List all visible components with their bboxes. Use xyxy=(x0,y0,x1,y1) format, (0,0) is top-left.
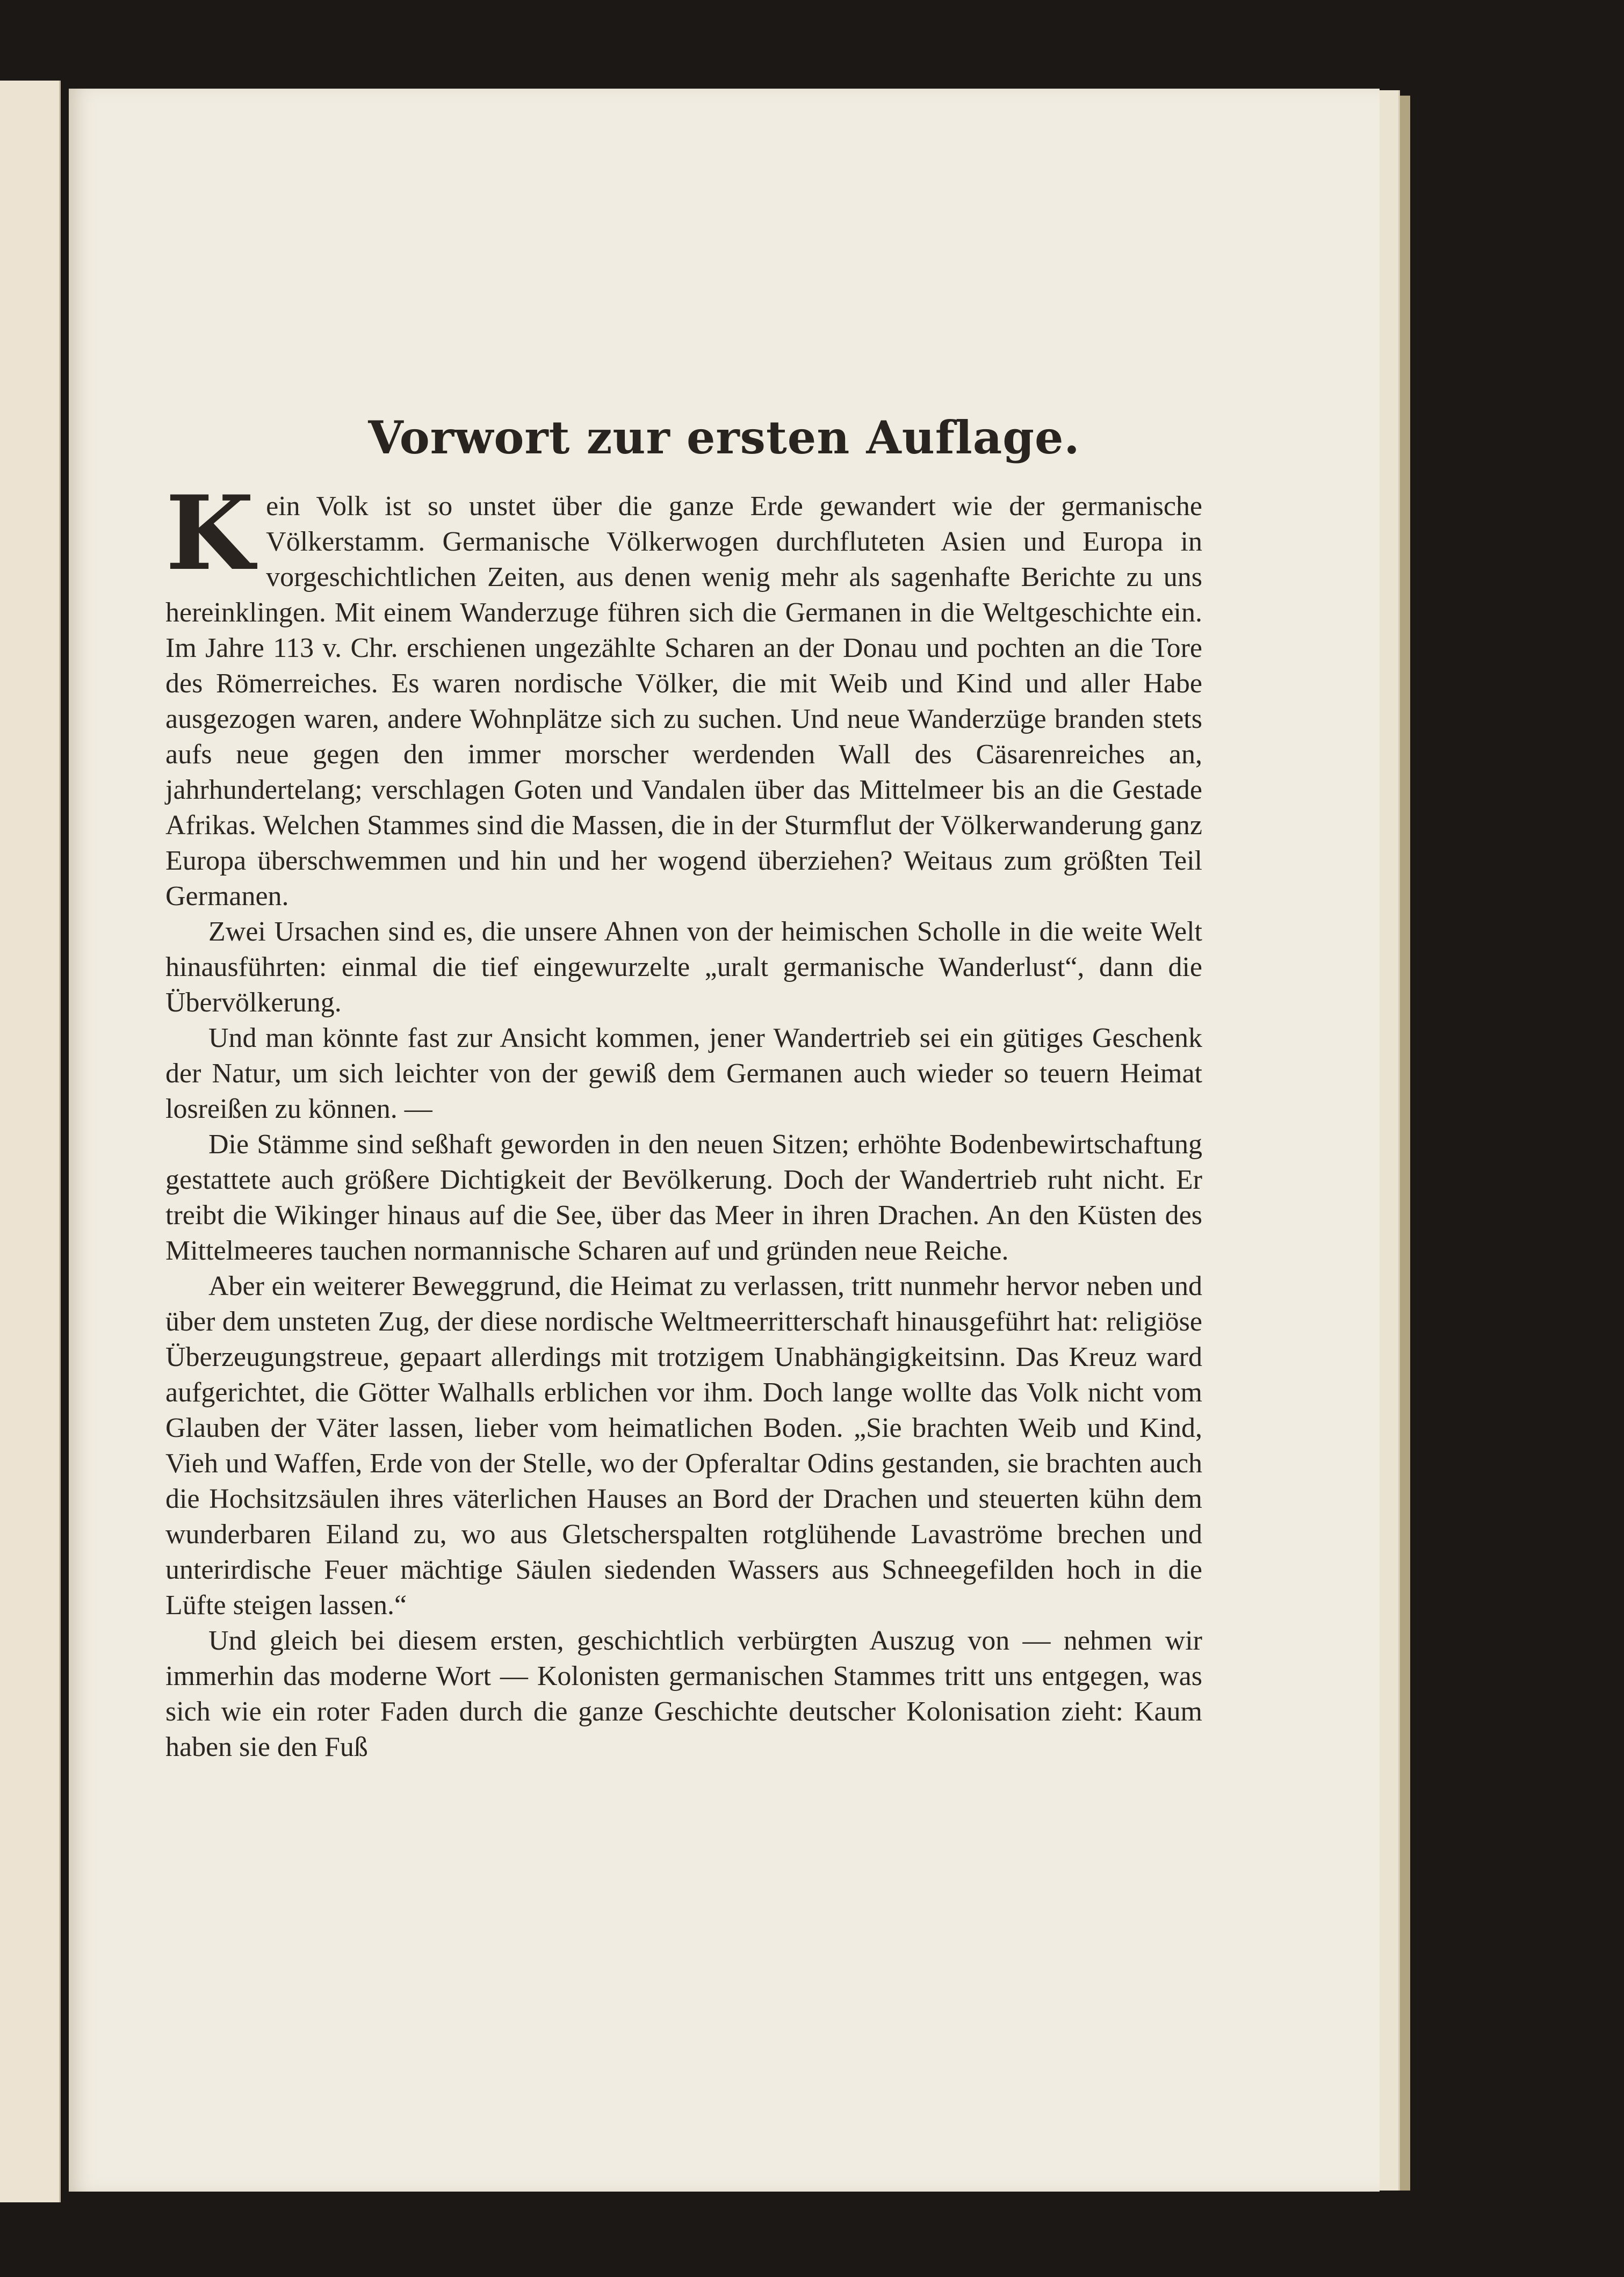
paragraph-2: Zwei Ursachen sind es, die unsere Ahnen von der heimischen Scholle in die weite Welt hinausführten: einmal die tief eingewurzelte „uralt germanische Wanderlust“, dann die Übervölkerung. xyxy=(165,916,1202,1018)
drop-cap-initial: K xyxy=(165,473,255,593)
paragraph-6: Und gleich bei diesem ersten, geschichtlich verbürgten Auszug von — nehmen wir immerhin das moderne Wort — Kolonisten germanischen Stammes tritt uns entgegen, was sich wie ein roter Faden durch die ganze Geschichte deutscher Kolonisation zieht: Kaum haben sie den Fuß xyxy=(165,1625,1202,1762)
paragraph-1 xyxy=(165,473,1202,914)
book-page xyxy=(69,89,1380,2192)
paragraph-3: Und man könnte fast zur Ansicht kommen, jener Wandertrieb sei ein gütiges Geschenk der Natur, um sich leichter von der gewiß dem Germanen auch wieder so teuern Heimat losreißen zu können. — xyxy=(165,1023,1202,1124)
page-heading: Vorwort zur ersten Auflage. xyxy=(368,411,1080,464)
paragraph-4: Die Stämme sind seßhaft geworden in den neuen Sitzen; erhöhte Bodenbewirtschaftung gestattete auch größere Dichtigkeit der Bevölkerung. Doch der Wandertrieb ruht nicht. Er treibt die Wikinger hinaus auf die See, über das Meer in ihren Drachen. An den Küsten des Mittelmeeres tauchen normannische Scharen auf und gründen neue Reiche. xyxy=(165,1129,1202,1266)
body-text xyxy=(165,473,1202,1765)
paragraph-5: Aber ein weiterer Beweggrund, die Heimat zu verlassen, tritt nunmehr hervor neben und über dem unsteten Zug, der diese nordische Weltmeerritterschaft hinausgeführt hat: religiöse Überzeugungstreue, gepaart allerdings mit trotzigem Unabhängigkeitsinn. Das Kreuz ward aufgerichtet, die Götter Walhalls erblichen vor ihm. Doch lange wollte das Volk nicht vom Glauben der Väter lassen, lieber vom heimatlichen Boden. „Sie brachten Weib und Kind, Vieh und Waffen, Erde von der Stelle, wo der Opferaltar Odins gestanden, sie brachten auch die Hochsitzsäulen ihres väterlichen Hauses an Bord der Drachen und steuerten kühn dem wunderbaren Eiland zu, wo aus Gletscherspalten rotglühende Lavaströme brechen und unterirdische Feuer mächtige Säulen siedenden Wassers aus Schneegefilden hoch in die Lüfte steigen lassen.“ xyxy=(165,1271,1202,1621)
left-page-edge xyxy=(0,81,61,2202)
paragraph-1-text: ein Volk ist so unstet über die ganze Erde gewandert wie der germanische Völkerstamm. Germanische Völkerwogen durchfluteten Asien und Europa in vorgeschichtlichen Zeiten, aus denen wenig mehr als sagenhafte Berichte zu uns hereinklingen. Mit einem Wanderzuge führen sich die Germanen in die Weltgeschichte ein. Im Jahre 113 v. Chr. erschienen ungezählte Scharen an der Donau und pochten an die Tore des Römerreiches. Es waren nordische Völker, die mit Weib und Kind und aller Habe ausgezogen waren, andere Wohnplätze sich zu suchen. Und neue Wanderzüge branden stets aufs neue gegen den immer morscher werdenden Wall des Cäsarenreiches an, jahrhundertelang; verschlagen Goten und Vandalen über das Mittelmeer bis an die Gestade Afrikas. Welchen Stammes sind die Massen, die in der Sturmflut der Völkerwanderung ganz Europa überschwemmen und hin und her wogend überziehen? Weitaus zum größten Teil Germanen. xyxy=(165,491,1202,912)
